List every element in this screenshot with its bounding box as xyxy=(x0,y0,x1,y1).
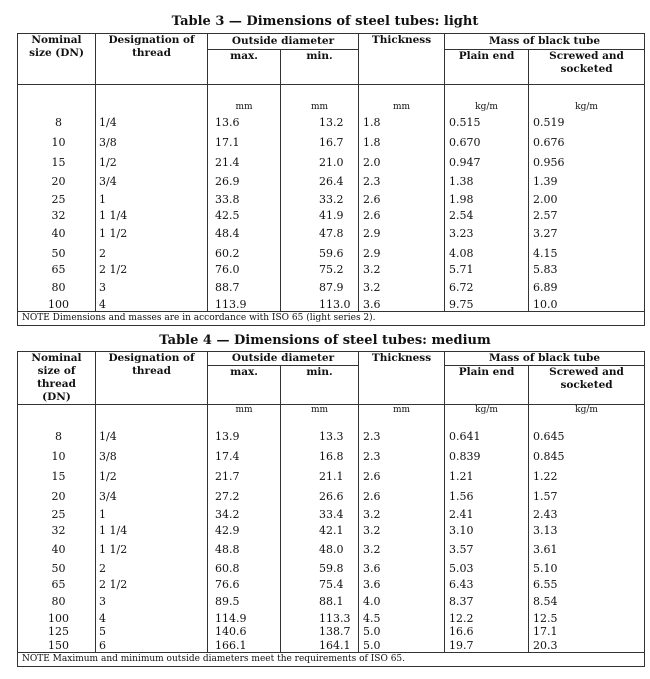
screwed-mass-cell: 2.43 xyxy=(529,506,645,523)
thickness-cell: 2.3 xyxy=(359,446,445,466)
screwed-mass-cell: 20.3 xyxy=(529,638,645,653)
od-max-cell: 113.9 xyxy=(208,297,281,312)
table4 xyxy=(17,351,645,667)
thickness-cell: 3.2 xyxy=(359,506,445,523)
table-row xyxy=(18,172,645,191)
od-min-cell: 16.8 xyxy=(281,446,359,466)
thickness-cell: 3.2 xyxy=(359,262,445,277)
nominal-size-cell: 65 xyxy=(18,262,96,277)
nominal-size-cell: 15 xyxy=(18,152,96,172)
thread-designation-cell: 3/4 xyxy=(96,172,208,191)
od-max-cell: 27.2 xyxy=(208,486,281,506)
thickness-cell: 4.0 xyxy=(359,592,445,611)
od-max-cell: 13.6 xyxy=(208,113,281,132)
header-plain-end: Plain end xyxy=(445,366,529,405)
table-row xyxy=(18,222,645,245)
od-min-cell: 41.9 xyxy=(281,208,359,222)
screwed-mass-cell: 5.83 xyxy=(529,262,645,277)
od-max-cell: 114.9 xyxy=(208,611,281,625)
units-row xyxy=(18,85,645,114)
header-mass-of-black-tube: Mass of black tube xyxy=(445,352,645,366)
unit-plain-end: kg/m xyxy=(445,85,529,114)
header-thickness: Thickness xyxy=(359,34,445,85)
od-max-cell: 13.9 xyxy=(208,426,281,446)
header-plain-end: Plain end xyxy=(445,50,529,85)
screwed-mass-cell: 2.57 xyxy=(529,208,645,222)
header-od-min: min. xyxy=(281,50,359,85)
thread-designation-cell: 2 1/2 xyxy=(96,262,208,277)
screwed-mass-cell: 6.55 xyxy=(529,577,645,592)
od-max-cell: 140.6 xyxy=(208,625,281,638)
screwed-mass-cell: 10.0 xyxy=(529,297,645,312)
thickness-cell: 3.2 xyxy=(359,277,445,297)
table4-caption: Table 4 — Dimensions of steel tubes: medium xyxy=(159,333,491,348)
header-outside-diameter: Outside diameter xyxy=(208,34,359,50)
od-max-cell: 26.9 xyxy=(208,172,281,191)
thread-designation-cell: 1 1/2 xyxy=(96,222,208,245)
plain-end-mass-cell: 9.75 xyxy=(445,297,529,312)
screwed-mass-cell: 2.00 xyxy=(529,191,645,208)
screwed-mass-cell: 3.61 xyxy=(529,538,645,560)
table-row xyxy=(18,191,645,208)
header-screwed-and-socketed: Screwed and socketed xyxy=(529,366,645,405)
thickness-cell: 2.9 xyxy=(359,222,445,245)
plain-end-mass-cell: 8.37 xyxy=(445,592,529,611)
thread-designation-cell: 1 xyxy=(96,506,208,523)
header-mass-of-black-tube: Mass of black tube xyxy=(445,34,645,50)
thickness-cell: 2.6 xyxy=(359,466,445,486)
nominal-size-cell: 10 xyxy=(18,446,96,466)
table-row xyxy=(18,538,645,560)
thickness-cell: 3.2 xyxy=(359,523,445,538)
thickness-cell: 2.6 xyxy=(359,208,445,222)
od-min-cell: 87.9 xyxy=(281,277,359,297)
nominal-size-cell: 50 xyxy=(18,560,96,577)
od-min-cell: 59.8 xyxy=(281,560,359,577)
thread-designation-cell: 1 xyxy=(96,191,208,208)
screwed-mass-cell: 3.13 xyxy=(529,523,645,538)
thread-designation-cell: 1/4 xyxy=(96,426,208,446)
nominal-size-cell: 125 xyxy=(18,625,96,638)
table-row xyxy=(18,297,645,312)
od-max-cell: 76.0 xyxy=(208,262,281,277)
table-row xyxy=(18,132,645,152)
nominal-size-cell: 32 xyxy=(18,208,96,222)
od-max-cell: 89.5 xyxy=(208,592,281,611)
od-min-cell: 26.6 xyxy=(281,486,359,506)
nominal-size-cell: 25 xyxy=(18,506,96,523)
unit-od-min: mm xyxy=(281,85,359,114)
od-min-cell: 75.4 xyxy=(281,577,359,592)
screwed-mass-cell: 0.645 xyxy=(529,426,645,446)
table-row xyxy=(18,625,645,638)
thickness-cell: 3.6 xyxy=(359,297,445,312)
plain-end-mass-cell: 3.57 xyxy=(445,538,529,560)
nominal-size-cell: 8 xyxy=(18,113,96,132)
table3-caption: Table 3 — Dimensions of steel tubes: light xyxy=(171,14,479,29)
table-row xyxy=(18,560,645,577)
header-outside-diameter: Outside diameter xyxy=(208,352,359,366)
nominal-size-cell: 40 xyxy=(18,222,96,245)
thickness-cell: 2.0 xyxy=(359,152,445,172)
plain-end-mass-cell: 3.23 xyxy=(445,222,529,245)
plain-end-mass-cell: 3.10 xyxy=(445,523,529,538)
plain-end-mass-cell: 0.670 xyxy=(445,132,529,152)
thickness-cell: 2.6 xyxy=(359,191,445,208)
nominal-size-cell: 150 xyxy=(18,638,96,653)
thickness-cell: 5.0 xyxy=(359,625,445,638)
header-od-max: max. xyxy=(208,366,281,405)
od-min-cell: 21.0 xyxy=(281,152,359,172)
table-row xyxy=(18,152,645,172)
unit-thickness: mm xyxy=(359,405,445,427)
table3-note: NOTE Dimensions and masses are in accordance with ISO 65 (light series 2). xyxy=(18,312,645,326)
screwed-mass-cell: 0.676 xyxy=(529,132,645,152)
unit-thickness: mm xyxy=(359,85,445,114)
nominal-size-cell: 40 xyxy=(18,538,96,560)
table-row xyxy=(18,446,645,466)
od-min-cell: 113.0 xyxy=(281,297,359,312)
od-max-cell: 60.2 xyxy=(208,245,281,262)
header-screwed-and-socketed: Screwed and socketed xyxy=(529,50,645,85)
table-row xyxy=(18,506,645,523)
nominal-size-cell: 80 xyxy=(18,277,96,297)
unit-plain-end: kg/m xyxy=(445,405,529,427)
header-od-max: max. xyxy=(208,50,281,85)
nominal-size-cell: 100 xyxy=(18,297,96,312)
thread-designation-cell: 3 xyxy=(96,277,208,297)
thread-designation-cell: 3 xyxy=(96,592,208,611)
table-row xyxy=(18,466,645,486)
table-row xyxy=(18,208,645,222)
thread-designation-cell: 6 xyxy=(96,638,208,653)
header-thickness: Thickness xyxy=(359,352,445,405)
thickness-cell: 2.3 xyxy=(359,426,445,446)
od-min-cell: 26.4 xyxy=(281,172,359,191)
screwed-mass-cell: 1.57 xyxy=(529,486,645,506)
thread-designation-cell: 1 1/4 xyxy=(96,523,208,538)
thread-designation-cell: 2 xyxy=(96,245,208,262)
thread-designation-cell: 3/4 xyxy=(96,486,208,506)
plain-end-mass-cell: 16.6 xyxy=(445,625,529,638)
od-max-cell: 21.4 xyxy=(208,152,281,172)
plain-end-mass-cell: 1.98 xyxy=(445,191,529,208)
plain-end-mass-cell: 1.21 xyxy=(445,466,529,486)
nominal-size-cell: 80 xyxy=(18,592,96,611)
plain-end-mass-cell: 5.03 xyxy=(445,560,529,577)
plain-end-mass-cell: 6.43 xyxy=(445,577,529,592)
plain-end-mass-cell: 2.54 xyxy=(445,208,529,222)
od-min-cell: 48.0 xyxy=(281,538,359,560)
thickness-cell: 4.5 xyxy=(359,611,445,625)
table-row xyxy=(18,262,645,277)
table-row xyxy=(18,577,645,592)
screwed-mass-cell: 6.89 xyxy=(529,277,645,297)
thread-designation-cell: 1/2 xyxy=(96,152,208,172)
od-min-cell: 21.1 xyxy=(281,466,359,486)
thickness-cell: 3.2 xyxy=(359,538,445,560)
table4-note: NOTE Maximum and minimum outside diameters meet the requirements of ISO 65. xyxy=(18,653,645,667)
od-max-cell: 48.8 xyxy=(208,538,281,560)
header-od-min: min. xyxy=(281,366,359,405)
nominal-size-cell: 15 xyxy=(18,466,96,486)
thickness-cell: 3.6 xyxy=(359,577,445,592)
nominal-size-cell: 25 xyxy=(18,191,96,208)
screwed-mass-cell: 3.27 xyxy=(529,222,645,245)
thread-designation-cell: 1/2 xyxy=(96,466,208,486)
thickness-cell: 2.9 xyxy=(359,245,445,262)
od-max-cell: 166.1 xyxy=(208,638,281,653)
header-designation-of-thread: Designation of thread xyxy=(96,34,208,85)
table-row xyxy=(18,592,645,611)
nominal-size-cell: 100 xyxy=(18,611,96,625)
nominal-size-cell: 20 xyxy=(18,486,96,506)
nominal-size-cell: 50 xyxy=(18,245,96,262)
od-min-cell: 88.1 xyxy=(281,592,359,611)
thread-designation-cell: 3/8 xyxy=(96,132,208,152)
od-min-cell: 16.7 xyxy=(281,132,359,152)
screwed-mass-cell: 8.54 xyxy=(529,592,645,611)
od-max-cell: 42.5 xyxy=(208,208,281,222)
od-min-cell: 47.8 xyxy=(281,222,359,245)
screwed-mass-cell: 0.956 xyxy=(529,152,645,172)
plain-end-mass-cell: 2.41 xyxy=(445,506,529,523)
od-min-cell: 138.7 xyxy=(281,625,359,638)
od-min-cell: 75.2 xyxy=(281,262,359,277)
unit-screwed: kg/m xyxy=(529,405,645,427)
od-min-cell: 33.2 xyxy=(281,191,359,208)
plain-end-mass-cell: 1.56 xyxy=(445,486,529,506)
screwed-mass-cell: 12.5 xyxy=(529,611,645,625)
screwed-mass-cell: 17.1 xyxy=(529,625,645,638)
table-row xyxy=(18,113,645,132)
header-designation-of-thread: Designation of thread xyxy=(96,352,208,405)
od-max-cell: 17.4 xyxy=(208,446,281,466)
table-row xyxy=(18,245,645,262)
nominal-size-cell: 65 xyxy=(18,577,96,592)
plain-end-mass-cell: 0.515 xyxy=(445,113,529,132)
thickness-cell: 3.6 xyxy=(359,560,445,577)
od-max-cell: 21.7 xyxy=(208,466,281,486)
thickness-cell: 1.8 xyxy=(359,132,445,152)
screwed-mass-cell: 1.22 xyxy=(529,466,645,486)
od-min-cell: 13.3 xyxy=(281,426,359,446)
thickness-cell: 2.6 xyxy=(359,486,445,506)
od-max-cell: 48.4 xyxy=(208,222,281,245)
plain-end-mass-cell: 5.71 xyxy=(445,262,529,277)
screwed-mass-cell: 4.15 xyxy=(529,245,645,262)
table-row xyxy=(18,277,645,297)
plain-end-mass-cell: 6.72 xyxy=(445,277,529,297)
screwed-mass-cell: 0.845 xyxy=(529,446,645,466)
plain-end-mass-cell: 12.2 xyxy=(445,611,529,625)
thread-designation-cell: 2 xyxy=(96,560,208,577)
plain-end-mass-cell: 1.38 xyxy=(445,172,529,191)
od-max-cell: 76.6 xyxy=(208,577,281,592)
od-max-cell: 88.7 xyxy=(208,277,281,297)
plain-end-mass-cell: 0.947 xyxy=(445,152,529,172)
screwed-mass-cell: 1.39 xyxy=(529,172,645,191)
nominal-size-cell: 8 xyxy=(18,426,96,446)
unit-od-max: mm xyxy=(208,405,281,427)
od-min-cell: 33.4 xyxy=(281,506,359,523)
plain-end-mass-cell: 4.08 xyxy=(445,245,529,262)
thread-designation-cell: 5 xyxy=(96,625,208,638)
table-row xyxy=(18,638,645,653)
thread-designation-cell: 4 xyxy=(96,611,208,625)
thickness-cell: 2.3 xyxy=(359,172,445,191)
od-max-cell: 34.2 xyxy=(208,506,281,523)
thickness-cell: 1.8 xyxy=(359,113,445,132)
thread-designation-cell: 4 xyxy=(96,297,208,312)
nominal-size-cell: 20 xyxy=(18,172,96,191)
table3 xyxy=(17,33,645,326)
screwed-mass-cell: 0.519 xyxy=(529,113,645,132)
od-max-cell: 17.1 xyxy=(208,132,281,152)
od-min-cell: 59.6 xyxy=(281,245,359,262)
od-min-cell: 113.3 xyxy=(281,611,359,625)
thread-designation-cell: 1 1/4 xyxy=(96,208,208,222)
unit-od-min: mm xyxy=(281,405,359,427)
unit-screwed: kg/m xyxy=(529,85,645,114)
table-row xyxy=(18,486,645,506)
od-max-cell: 33.8 xyxy=(208,191,281,208)
nominal-size-cell: 10 xyxy=(18,132,96,152)
header-nominal-size-of-thread: Nominal size of thread (DN) xyxy=(18,352,96,405)
od-min-cell: 164.1 xyxy=(281,638,359,653)
thickness-cell: 5.0 xyxy=(359,638,445,653)
table-row xyxy=(18,426,645,446)
header-nominal-size: Nominal size (DN) xyxy=(18,34,96,85)
table-row xyxy=(18,611,645,625)
od-max-cell: 42.9 xyxy=(208,523,281,538)
od-max-cell: 60.8 xyxy=(208,560,281,577)
thread-designation-cell: 1 1/2 xyxy=(96,538,208,560)
plain-end-mass-cell: 0.641 xyxy=(445,426,529,446)
screwed-mass-cell: 5.10 xyxy=(529,560,645,577)
nominal-size-cell: 32 xyxy=(18,523,96,538)
thread-designation-cell: 2 1/2 xyxy=(96,577,208,592)
plain-end-mass-cell: 0.839 xyxy=(445,446,529,466)
unit-od-max: mm xyxy=(208,85,281,114)
thread-designation-cell: 3/8 xyxy=(96,446,208,466)
od-min-cell: 13.2 xyxy=(281,113,359,132)
od-min-cell: 42.1 xyxy=(281,523,359,538)
table-row xyxy=(18,523,645,538)
plain-end-mass-cell: 19.7 xyxy=(445,638,529,653)
thread-designation-cell: 1/4 xyxy=(96,113,208,132)
units-row xyxy=(18,405,645,427)
